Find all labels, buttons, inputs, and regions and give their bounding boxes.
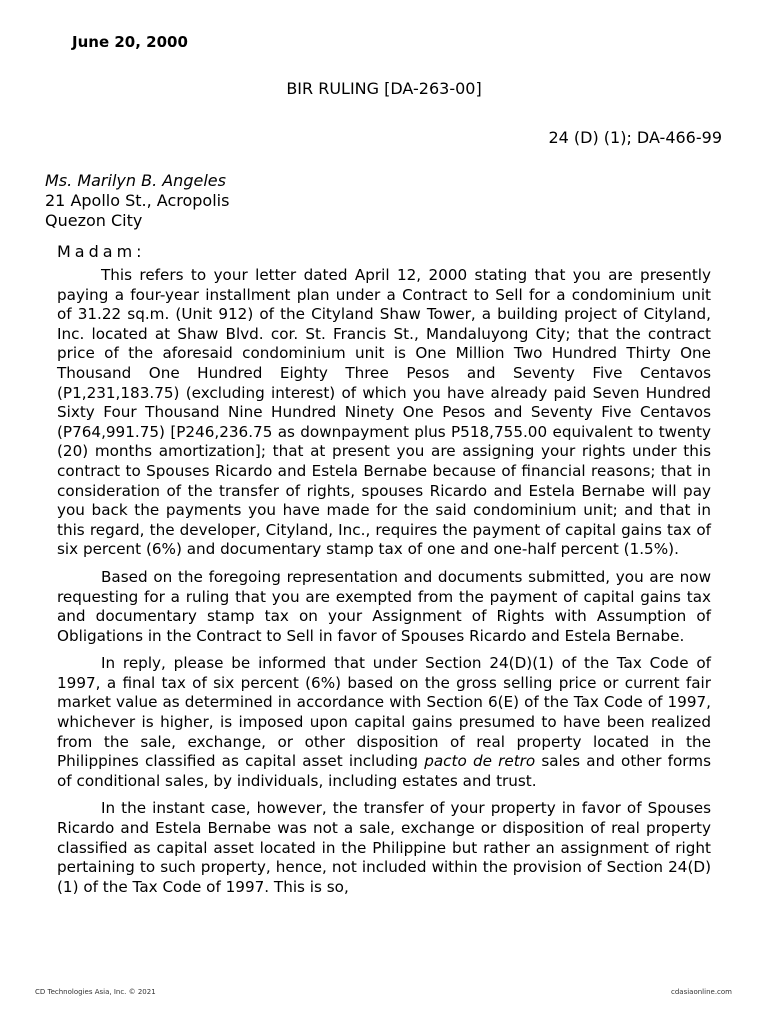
ruling-reference: 24 (D) (1); DA-466-99: [548, 128, 722, 147]
paragraph-3: [57, 654, 711, 791]
addressee-block: [45, 171, 229, 231]
footer-copyright: CD Technologies Asia, Inc. © 2021: [35, 988, 156, 996]
salutation: Madam:: [57, 242, 146, 261]
paragraph-2: Based on the foregoing representation and documents submitted, you are now requesting for a ruling that you are exempted from the payment of capital gains tax and documentary stamp tax on your Assignment of Rights with Assumption of Obligations in the Contract to Sell in favor of Spouses Ricardo and Estela Bernabe.: [57, 567, 711, 645]
ruling-body: [57, 266, 711, 905]
paragraph-4: In the instant case, however, the transfer of your property in favor of Spouses Ricardo and Estela Bernabe was not a sale, exchange or disposition of real property classified as capital asset located in the Philippine but rather an assignment of right pertaining to such property, hence, not included within the provision of Section 24(D)(1) of the Tax Code of 1997. This is so,: [57, 799, 711, 896]
ruling-title: BIR RULING [DA-263-00]: [286, 79, 482, 98]
addressee-city: Quezon City: [45, 211, 143, 230]
paragraph-3-italic-term: pacto de retro: [424, 752, 536, 771]
footer-website: cdasiaonline.com: [671, 988, 732, 996]
ruling-date: June 20, 2000: [72, 33, 188, 51]
addressee-street: 21 Apollo St., Acropolis: [45, 191, 230, 210]
paragraph-1: This refers to your letter dated April 12, 2000 stating that you are presently paying a four-year installment plan under a Contract to Sell for a condominium unit of 31.22 sq.m. (Unit 912) of the Cityland Shaw Tower, a building project of Cityland, Inc. located at Shaw Blvd. cor. St. Francis St., Mandaluyong City; that the contract price of the aforesaid condominium unit is One Million Two Hundred Thirty One Thousand One Hundred Eighty Three Pesos and Seventy Five Centavos (P1,231,183.75) (excluding interest) of which you have already paid Seven Hundred Sixty Four Thousand Nine Hundred Ninety One Pesos and Seventy Five Centavos (P764,991.75) [P246,236.75 as downpayment plus P518,755.00 equivalent to twenty (20) months amortization]; that at present you are assigning your rights under this contract to Spouses Ricardo and Estela Bernabe because of financial reasons; that in consideration of the transfer of rights, spouses Ricardo and Estela Bernabe will pay you back the payments you have made for the said condominium unit; and that in this regard, the developer, Cityland, Inc., requires the payment of capital gains tax of six percent (6%) and documentary stamp tax of one and one-half percent (1.5%).: [57, 266, 711, 559]
addressee-name: Ms. Marilyn B. Angeles: [45, 171, 226, 190]
paragraph-3-text-end: sales and other forms of conditional sales, by individuals, including estates and trust.: [57, 752, 711, 790]
paragraph-3-text-start: In reply, please be informed that under Section 24(D)(1) of the Tax Code of 1997, a final tax of six percent (6%) based on the gross selling price or current fair market value as determined in accordance with Section 6(E) of the Tax Code of 1997, whichever is higher, is imposed upon capital gains presumed to have been realized from the sale, exchange, or other disposition of real property located in the Philippines classified as capital asset including: [57, 654, 711, 771]
